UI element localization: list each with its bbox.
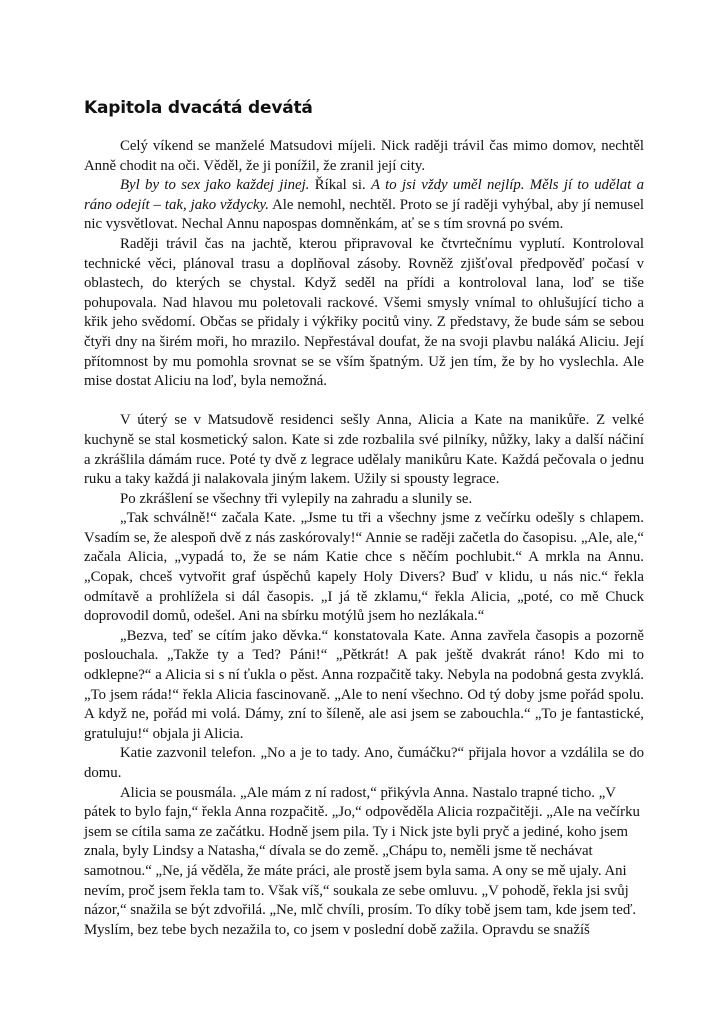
paragraph [84,176,644,235]
paragraph [84,490,644,510]
text-run: Celý víkend se manželé Matsudovi míjeli. Nick raději trávil čas mimo domov, nechtěl Anně chodit na oči. Věděl, že ji ponížil, že zranil její city. [84,138,644,174]
text-run: „Bezva, teď se cítím jako děvka.“ konstatovala Kate. Anna zavřela časopis a pozorně poslouchala. „Takže ty a Ted? Páni!“ „Pětkrát! A pak ještě dvakrát ráno! Kdo mi to odklepne?“ a Alicia si s ní ťukla o pěst. Anna rozpačitě taky. Nebyla na podobná gesta zvyklá. „To jsem ráda!“ řekla Alicia fascinovaně. „Ale to není všechno. Od tý doby jsme pořád spolu. A když ne, pořád mi volá. Dámy, zní to šíleně, ale asi jsem se zabouchla.“ „To je fantastické, gratuluju!“ objala ji Alicia. [84,627,644,742]
paragraph [84,509,644,627]
paragraph [84,137,644,176]
text-run: Po zkrášlení se všechny tři vylepily na zahradu a slunily se. [120,490,473,507]
text-run: „Tak schválně!“ začala Kate. „Jsme tu tři a všechny jsme z večírku odešly s chlapem. Vsadím se, že alespoň dvě z nás zaskórovaly!“ Annie se raději začetla do časopisu. „Ale, ale,“ začala Alicia, „vypadá to, že se nám Katie chce s něčím pochlubit.“ A mrkla na Annu. „Copak, chceš vytvořit graf úspěchů kapely Holy Divers? Buď v klidu, u nás nic.“ řekla odmítavě a prohlížela si dál časopis. „I já tě zklamu,“ řekla Alicia, „poté, co mě Chuck doprovodil domů, odešel. Ani na sbírku motýlů jsem ho nezlákala.“ [84,510,644,625]
text-run: Alicia se pousmála. „Ale mám z ní radost,“ přikývla Anna. Nastalo trapné ticho. „V pátek to bylo fajn,“ řekla Anna rozpačitě. „Jo,“ odpověděla Alicia rozpačitěji. „Ale na večírku jsem se cítila sama ze začátku. Hodně jsem pila. Ty i Nick jste byli pryč a jediné, koho jsem znala, byly Lindsy a Natasha,“ dívala se do země. „Chápu to, neměli jsme tě nechávat samotnou.“ „Ne, já věděla, že máte práci, ale prostě jsem byla sama. A ony se mě ujaly. Ani nevím, proč jsem řekla tam to. Však víš,“ soukala ze sebe omluvu. „V pohodě, řekla jsi svůj názor,“ snažila se být zdvořilá. „Ne, mlč chvíli, prosím. To díky tobě jsem tam, kde jsem teď. Myslím, bez tebe bych nezažila to, co jsem v poslední době zažila. Opravdu se snažíš [84,784,640,938]
text-run: Ale nemohl, nechtěl. Proto se jí raději vyhýbal, aby jí nemusel nic vysvětlovat. Nechal Annu napospas domněnkám, ať se s tím srovná po svém. [84,196,644,233]
paragraph [84,744,644,783]
paragraph [84,627,644,745]
paragraph [84,235,644,392]
chapter-body [84,137,644,940]
chapter-title: Kapitola dvacátá devátá [84,98,313,118]
paragraph [84,411,644,489]
text-run: Katie zazvonil telefon. „No a je to tady. Ano, čumáčku?“ přijala hovor a vzdálila se do domu. [84,745,644,781]
text-run: V úterý se v Matsudově residenci sešly Anna, Alicia a Kate na manikůře. Z velké kuchyně se stal kosmetický salon. Kate si zde rozbalila své pilníky, nůžky, laky a další náčiní a zkrášlila dámám ruce. Poté ty dvě z legrace udělaly manikůru Kate. Každá pečovala o jednu ruku a taky každá ji nalakovala jiným lakem. Užily si spousty legrace. [84,412,644,488]
italic-text: Byl by to sex jako každej jinej. [120,177,310,194]
text-run: Raději trávil čas na jachtě, kterou připravoval ke čtvrtečnímu vyplutí. Kontroloval technické věci, plánoval trasu a doplňoval zásoby. Rovněž zjišťoval předpověď počasí v oblastech, do kterých se chystal. Když seděl na přídi a kontroloval lana, loď se tiše pohupovala. Nad hlavou mu poletovali rackové. Všemi smysly vnímal to ohlušující ticho a křik jeho svědomí. Občas se přidaly i výkřiky pocitů viny. Z představy, že bude sám se sebou čtyři dny na širém moři, ho mrazilo. Nepřestával doufat, že na svoji plavbu naláká Aliciu. Její přítomnost by mu pomohla srovnat se se vším špatným. Už jen tím, že by ho vyslechla. Ale mise dostat Aliciu na loď, byla nemožná. [84,235,644,390]
paragraph [84,784,644,941]
italic-text: A to jsi vždy uměl nejlíp. Měls jí to udělat a ráno odejít – tak, jako vždycky. [84,177,644,213]
text-run: Říkal si. [309,177,372,194]
